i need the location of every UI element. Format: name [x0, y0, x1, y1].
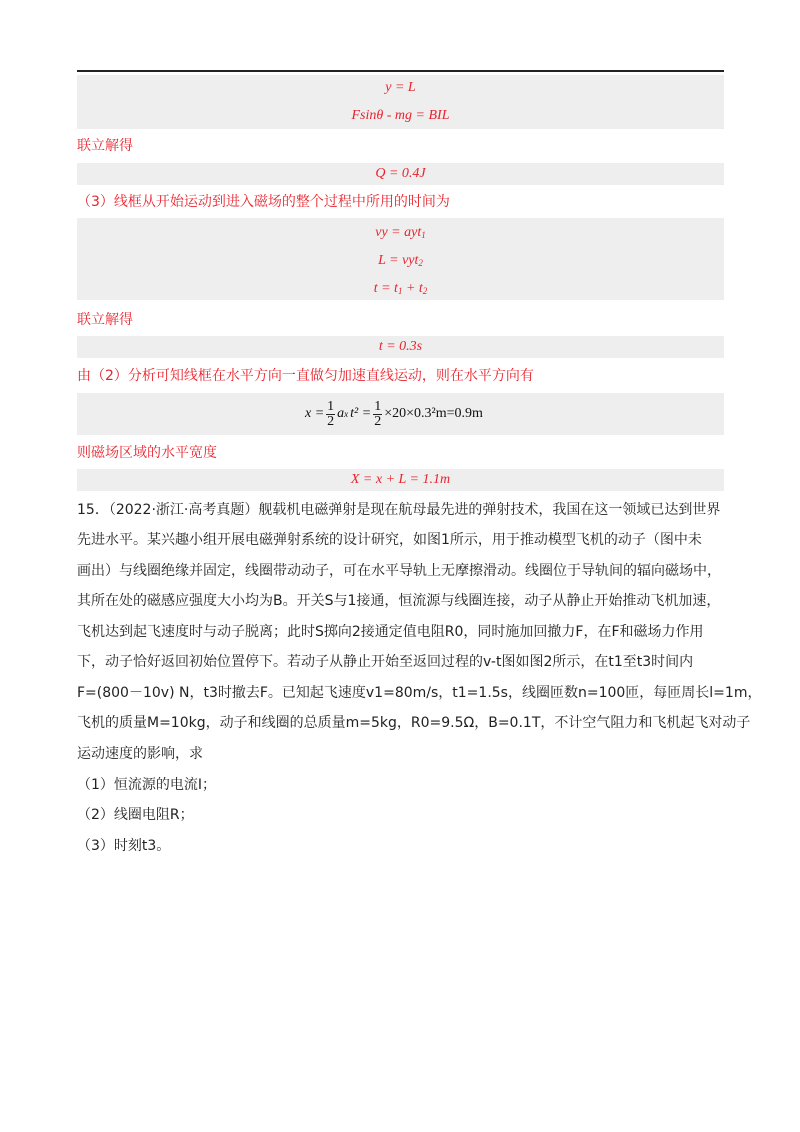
equation-X-text: X = x + L = 1.1m: [350, 472, 451, 487]
problem15-line8: 飞机的质量M=10kg，动子和线圈的总质量m=5kg，R0=9.5Ω，B=0.1T，不计空气阻力和飞机起飞对动子: [77, 715, 751, 731]
equation-x-t2: t² =: [350, 406, 372, 421]
fraction-half-2: [373, 400, 382, 429]
equation-L-sub: 2: [418, 258, 423, 268]
problem15-line6: 下，动子恰好返回初始位置停下。若动子从静止开始至返回过程的v-t图如图2所示，在t1至t3时间内: [77, 654, 694, 670]
equation-t-sum-sub1: 1: [397, 286, 403, 296]
equation-t: [77, 338, 724, 356]
part3-heading: （3）线框从开始运动到进入磁场的整个过程中所用的时间为: [77, 194, 450, 210]
equation-X: [77, 471, 724, 489]
problem15-line1: 15．（2022·浙江·高考真题）舰载机电磁弹射是现在航母最先进的弹射技术，我国在这一领域已达到世界: [77, 502, 721, 518]
equation-Q-text: Q = 0.4J: [375, 166, 426, 181]
top-rule: [77, 70, 724, 72]
equation-vy: [77, 224, 724, 242]
equation-t-sum: [77, 280, 724, 298]
equation-x-lhs: x =: [305, 406, 325, 421]
fraction-half-1-den: 2: [327, 413, 335, 429]
problem15-line5: 飞机达到起飞速度时与动子脱离；此时S掷向2接通定值电阻R0，同时施加回撤力F，在F和磁场力作用: [77, 624, 704, 640]
fraction-half-2-den: 2: [374, 413, 382, 429]
equation-force-balance: Fsinθ - mg = BIL: [351, 108, 450, 123]
fraction-half-1: [326, 400, 335, 429]
question-3: （3）时刻t3。: [77, 838, 171, 854]
equation-x-a: a: [337, 406, 345, 421]
analysis-line: 由（2）分析可知线框在水平方向一直做匀加速直线运动，则在水平方向有: [77, 368, 534, 384]
equation-L: [77, 252, 724, 270]
problem15-line3: 画出）与线圈绝缘并固定，线圈带动动子，可在水平导轨上无摩擦滑动。线圈位于导轨间的辐向磁场中，: [77, 563, 721, 579]
equation-t-sum-sub2: 2: [422, 286, 428, 296]
combine-label-2: 联立解得: [77, 312, 133, 328]
fraction-half-2-num: 1: [374, 398, 382, 414]
problem15-line4: 其所在处的磁感应强度大小均为B。开关S与1接通，恒流源与线圈连接，动子从静止开始推动飞机加速，: [77, 593, 721, 609]
fraction-half-1-num: 1: [327, 398, 335, 414]
equation-t-sum-main: t = t: [373, 281, 398, 296]
equation-Q: [77, 165, 724, 183]
equation-L-text: L = vyt: [378, 253, 419, 268]
problem15-line7: F=(800－10v) N，t3时撤去F。已知起飞速度v1=80m/s，t1=1.5s，线圈匝数n=100匝，每匝周长l=1m，: [77, 685, 762, 701]
problem15-line2: 先进水平。某兴趣小组开展电磁弹射系统的设计研究，如图1所示，用于推动模型飞机的动子（图中未: [77, 532, 702, 548]
equation-x-rhs: ×20×0.3²m=0.9m: [384, 406, 483, 421]
width-label: 则磁场区域的水平宽度: [77, 445, 217, 461]
equation-x: x = $\frac{1}{2}$ a x t² = $\frac{1}{2}$ ×20×0.3²m=0.9m: [305, 398, 483, 429]
equation-t-sum-plus: + t: [402, 281, 423, 296]
equation-y: y = L: [385, 80, 416, 95]
question-1: （1）恒流源的电流I；: [77, 777, 217, 793]
equation-t-text: t = 0.3s: [378, 339, 423, 354]
combine-label-1: 联立解得: [77, 138, 133, 154]
equation-vy-sub: 1: [421, 230, 426, 240]
question-2: （2）线圈电阻R；: [77, 807, 194, 823]
equation-vy-text: vy = ayt: [375, 225, 422, 240]
problem15-line9: 运动速度的影响，求: [77, 746, 203, 762]
